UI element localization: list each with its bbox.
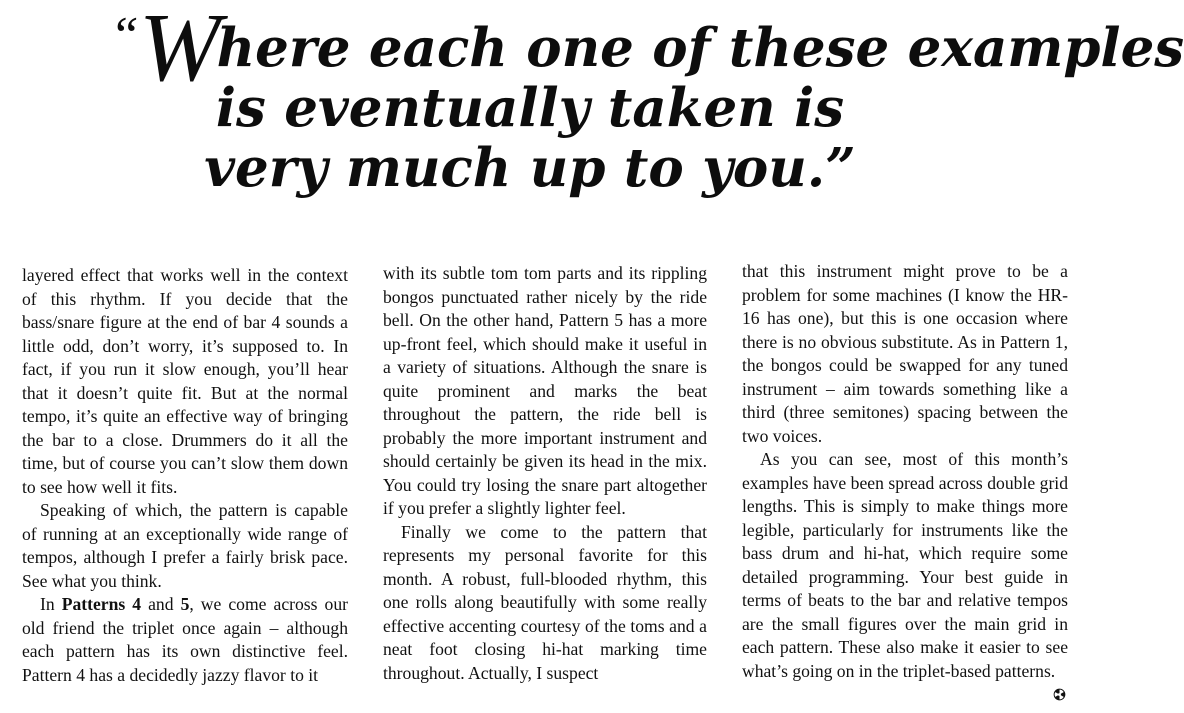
pull-quote-line-1 (70, 0, 1184, 102)
body-paragraph: Finally we come to the pattern that represents my personal favorite for this month. A robust, full-blooded rhythm, this one rolls along beautifully with some really effective accenting courtesy of the toms and a neat foot closing hi-hat marking time throughout. Actually, I suspect (383, 521, 707, 683)
body-paragraph: layered effect that works well in the context of this rhythm. If you decide that the bass/snare figure at the end of bar 4 sounds a little odd, don’t worry, it’s supposed to. In fact, if you run it slow enough, you’ll hear that it doesn’t quite fit. But at the normal tempo, it’s quite an effective way of bringing the bar to a close. Drummers do it all the time, but of course you can’t slow them down to see how well it fits. (22, 265, 348, 497)
body-paragraph: Speaking of which, the pattern is capable of running at an exceptionally wide range of tempos, although I prefer a fairly brisk pace. See what you think. (22, 500, 348, 591)
pull-quote-open-mark: “ (110, 7, 139, 64)
pull-quote (70, 0, 1184, 199)
pattern-reference: 5 (180, 594, 190, 614)
pull-quote-line-3: very much up to you.” (204, 137, 856, 199)
body-text: In (40, 594, 62, 614)
article-column-3 (742, 260, 1068, 701)
body-text: , we come across our old friend the triplet once again – although each pattern has its own distinctive feel. Pattern 4 has a decidedly jazzy flavor to it (22, 594, 348, 685)
pull-quote-dropcap: W (138, 0, 217, 102)
pattern-reference: Patterns 4 (61, 594, 142, 614)
article-body (20, 260, 1070, 710)
body-text: and (141, 594, 181, 614)
body-paragraph: with its subtle tom tom parts and its rippling bongos punctuated rather nicely by the ride bell. On the other hand, Pattern 5 has a more up-front feel, which should make it useful in a variety of situations. Although the snare is quite prominent and marks the beat throughout the pattern, the ride bell is probably the more important instrument and should certainly be given its head in the mix. You could try losing the snare part altogether if you prefer a slightly lighter feel. (383, 263, 707, 518)
body-text: As you can see, most of this month’s examples have been spread across double grid lengths. This is simply to make things more legible, particularly for instruments like the bass drum and hi-hat, which require some detailed programming. Your best guide in terms of beats to the bar and relative tempos are the small figures over the main grid in each pattern. These also make it easier to see what’s going on in the triplet-based patterns. (742, 449, 1068, 681)
body-paragraph: that this instrument might prove to be a problem for some machines (I know the HR-16 has one), but this is one occasion where there is no obvious substitute. As in Pattern 1, the bongos could be swapped for any tuned instrument – aim towards something like a third (three semitones) spacing between the two voices. (742, 261, 1068, 446)
article-column-1 (22, 264, 348, 687)
pull-quote-line-2: is eventually taken is (215, 77, 845, 139)
body-paragraph (22, 593, 348, 687)
pull-quote-line-1-text: here each one of these examples (216, 17, 1184, 79)
end-of-article-icon (1053, 688, 1066, 701)
body-paragraph (742, 448, 1068, 683)
article-column-2 (383, 262, 707, 685)
